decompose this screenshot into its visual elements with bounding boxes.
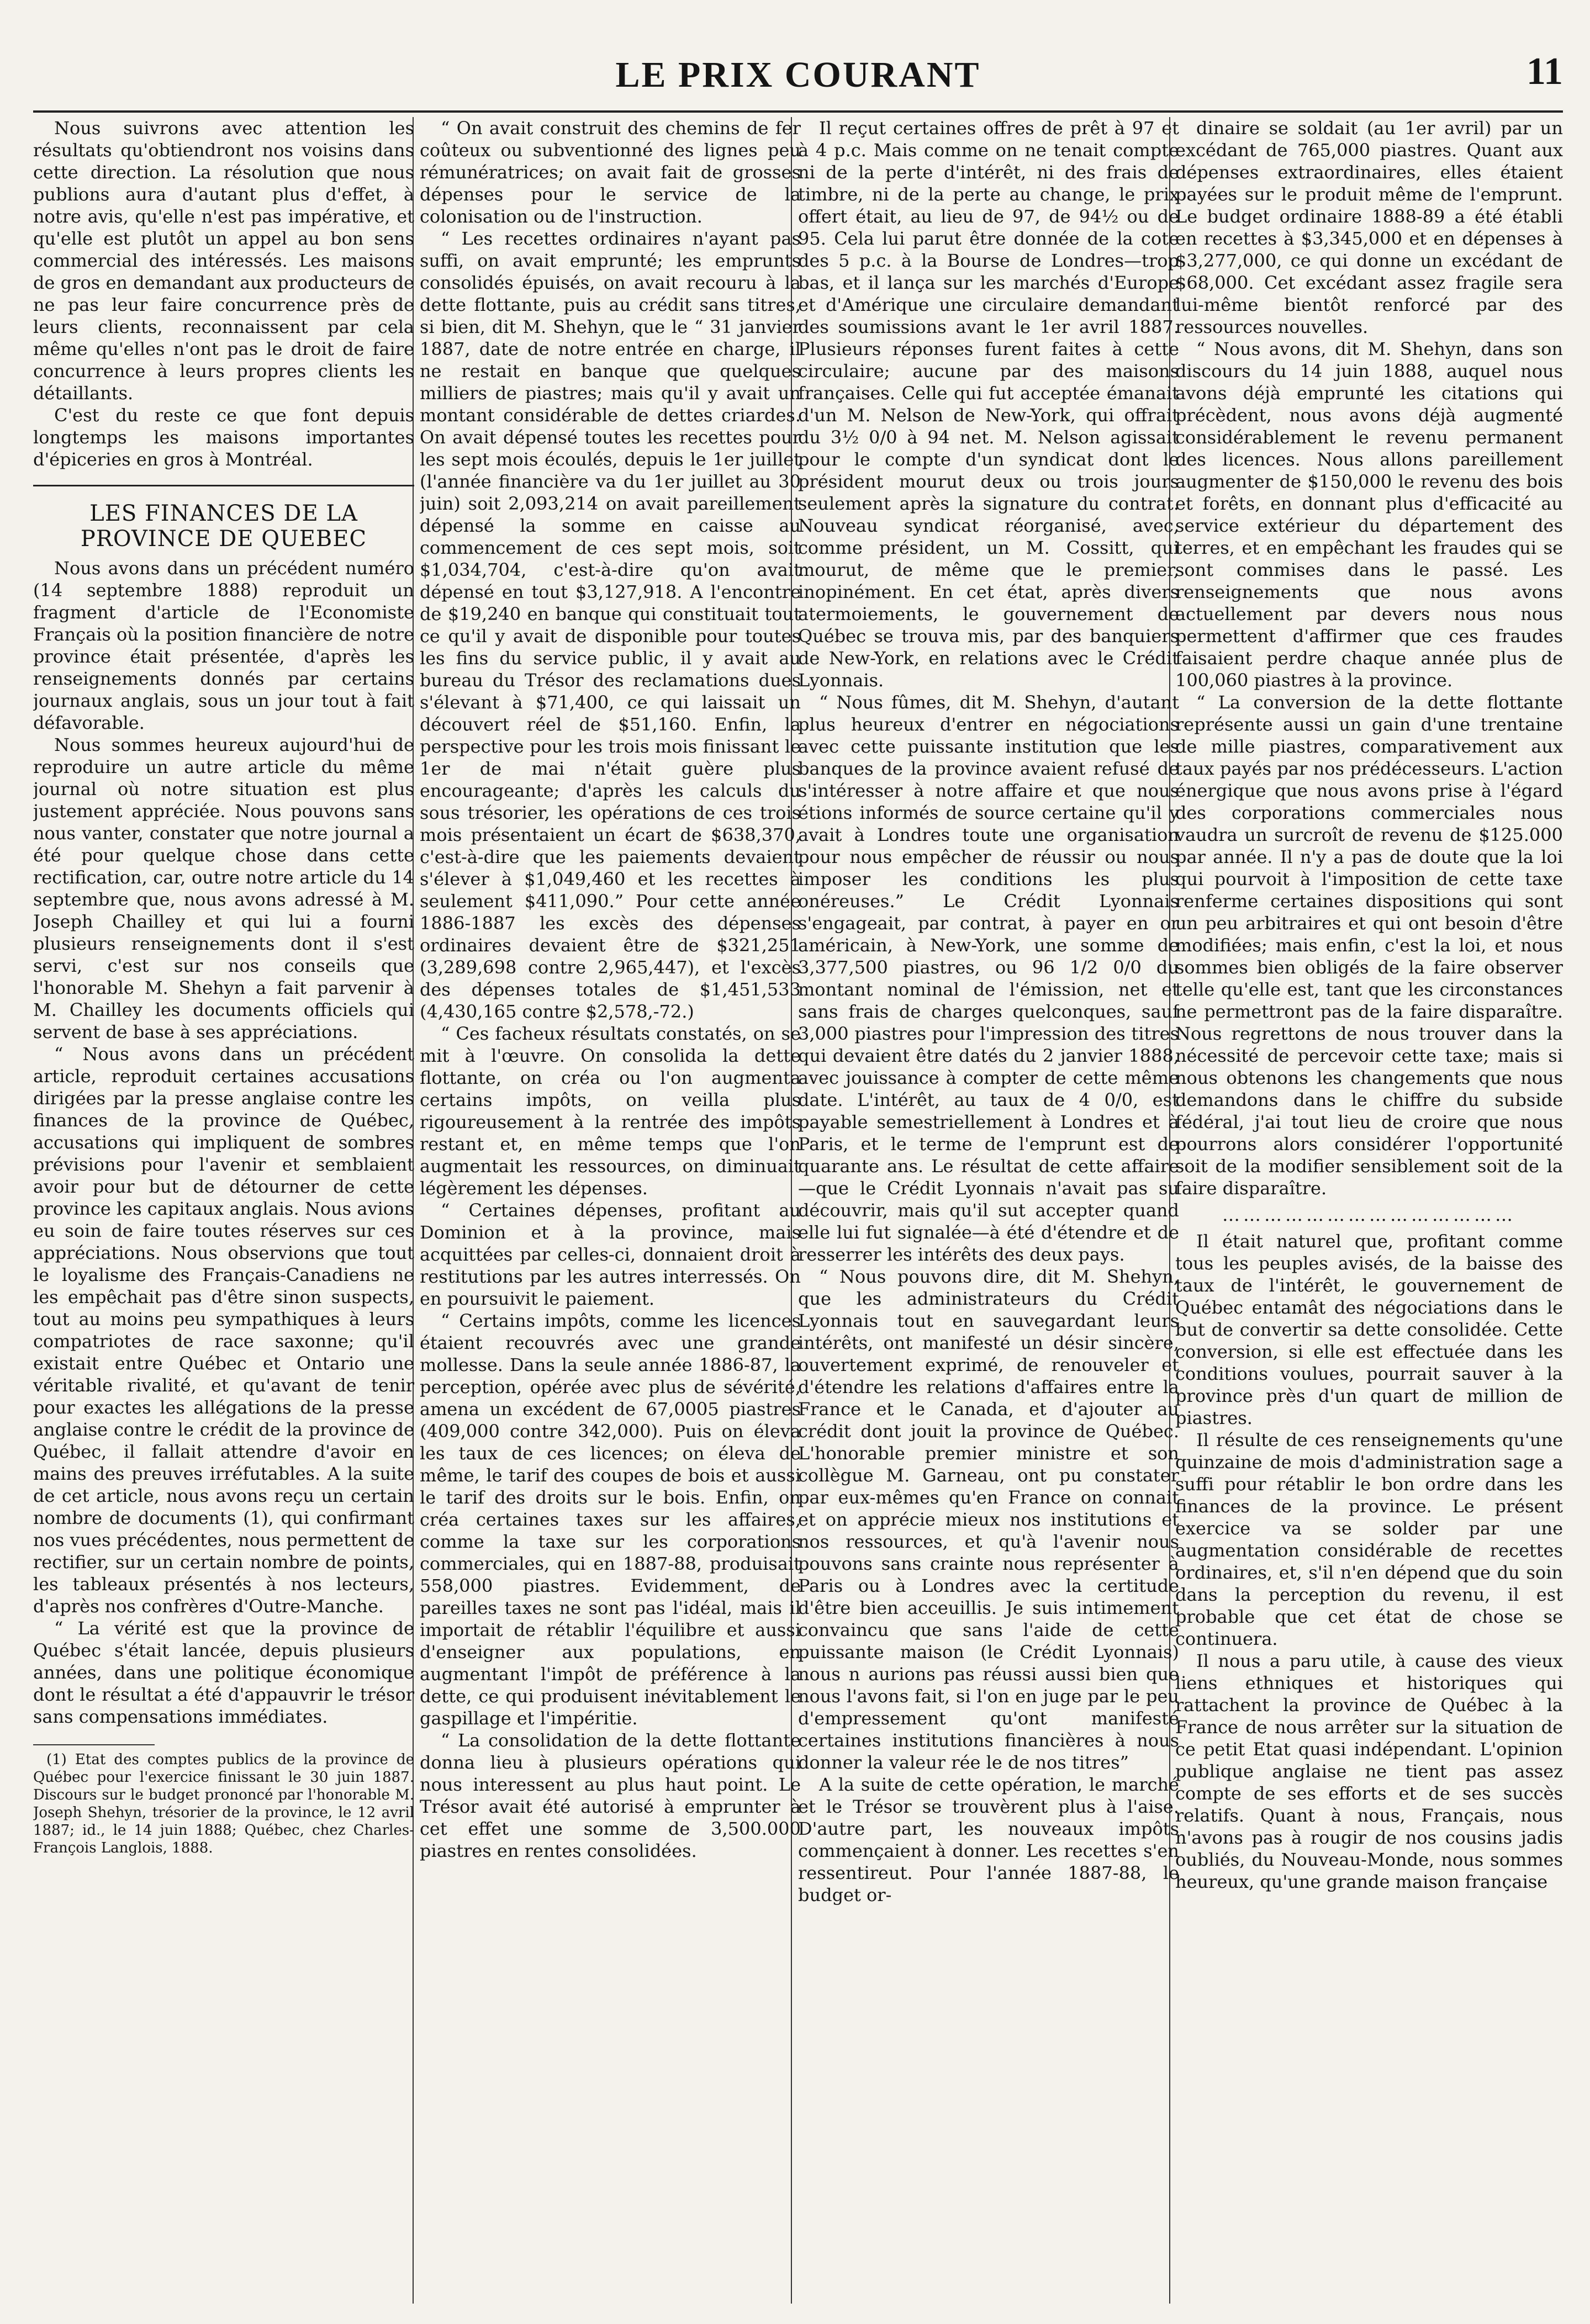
paragraph: “ Les recettes ordinaires n'ayant pas suffi, on avait emprunté; les emprunts consolidés épuisés, on avait recouru à la dette flottante, puis au crédit sans titres, si bien, dit M. Shehyn, que le “ 31 janvier 1887, date de notre entrée en charge, il ne restait en banque que quelques milliers de piastres; mais qu'il y avait un montant considérable de dettes criardes. On avait dépensé toutes les recettes pour les sept mois écoulés, depuis le 1er juillet (l'année financière va du 1er juillet au 30 juin) soit 2,093,214 on avait pareillement dépensé la somme en caisse au commencement de ces sept mois, soit $1,034,704, c'est-à-dire qu'on avait dépensé en tout $3,127,918. A l'encontre de $19,240 en banque qui constituait tout ce qu'il y avait de disponible pour toutes les fins du service public, il y avait au bureau du Trésor des reclamations dues s'élevant à $71,400, ce qui laissait un découvert réel de $51,160. Enfin, la perspective pour les trois mois finissant le 1er de mai n'était guère plus encourageante; d'après les calculs du sous trésorier, les opérations de ces trois mois présentaient un écart de $638,370, c'est-à-dire que les paiements devaient s'élever à $1,049,460 et les recettes à seulement $411,090.” Pour cette année 1886-1887 les excès des dépenses ordinaires devaient être de $321,251 (3,289,698 contre 2,965,447), et l'excès des dépenses totales de $1,451,533 (4,430,165 contre $2,578,-72.) [420, 228, 801, 1022]
paragraph: “ Nous avons dans un précédent article, reproduit certaines accusations dirigées par la presse anglaise contre les finances de la province de Québec, accusations qui impliquent de sombres prévisions pour l'avenir et semblaient avoir pour but de détourner de cette province les capitaux anglais. Nous avions eu soin de faire toutes réserves sur ces appréciations. Nous observions que tout le loyalisme des Français-Canadiens ne les empêchait pas d'être sinon suspects, tout au moins peu sympathiques à leurs compatriotes de race saxonne; qu'il existait entre Québec et Ontario une véritable rivalité, et qu'avant de tenir pour exactes les allégations de la presse anglaise contre le crédit de la province de Québec, il fallait attendre d'avoir en mains des preuves irréfutables. A la suite de cet article, nous avons reçu un certain nombre de documents (1), qui confirmant nos vues précédentes, nous permettent de rectifier, sur un certain nombre de points, les tableaux présentés à nos lecteurs, d'après nos confrères d'Outre-Manche. [33, 1044, 414, 1617]
paragraph: Nous suivrons avec attention les résultats qu'obtiendront nos voisins dans cette direction. La résolution que nous publions aura d'autant plus d'effet, à notre avis, qu'elle n'est pas impérative, et qu'elle est plutôt un appel au bon sens commercial des intéressés. Les maisons de gros en demandant aux producteurs de ne pas leur faire concurrence près de leurs clients, reconnaissent par cela même qu'elles n'ont pas le droit de faire concurrence à leurs propres clients les détaillants. [33, 118, 414, 404]
paragraph: “ La conversion de la dette flottante représente aussi un gain d'une trentaine de mille piastres, comparativement aux taux payés par nos prédécesseurs. L'action énergique que nous avons prise à l'égard des corporations commerciales nous vaudra un surcroît de revenu de $125.000 par année. Il n'y a pas de doute que la loi qui pourvoit à l'imposition de cette taxe renferme certaines dispositions qui sont un peu arbitraires et qui ont besoin d'être modifiées; mais enfin, c'est la loi, et nous sommes bien obligés de la faire observer telle qu'elle est, tant que les circonstances ne permettront pas de la faire disparaître. Nous regrettons de nous trouver dans la nécessité de percevoir cette taxe; mais si nous obtenons les changements que nous demandons dans le chiffre du subside fédéral, j'ai tout lieu de croire que nous pourrons alors considérer l'opportunité soit de la modifier sensiblement soit de la faire disparaître. [1175, 692, 1563, 1199]
paragraph: “ La consolidation de la dette flottante donna lieu à plusieurs opérations qui nous interessent au plus haut point. Le Trésor avait été autorisé à emprunter à cet effet une somme de 3,500.000 piastres en rentes consolidées. [420, 1730, 801, 1861]
paragraph: “ Nous avons, dit M. Shehyn, dans son discours du 14 juin 1888, auquel nous avons déjà emprunté les citations qui précèdent, nous avons déjà augmenté considérablement le revenu permanent des licences. Nous allons pareillement augmenter de $150,000 le revenu des bois et forêts, en donnant plus d'efficacité au service extérieur du département des terres, et en empêchant les fraudes qui se sont commises dans le passé. Les renseignements que nous avons actuellement par devers nous nous permettent d'affirmer que ces fraudes faisaient perdre chaque année plus de 100,060 piastres à la province. [1175, 338, 1563, 691]
paragraph: Nous avons dans un précédent numéro (14 septembre 1888) reproduit un fragment d'article de l'Economiste Français où la position financière de notre province était présentée, d'après les renseignements donnés par certains journaux anglais, sous un jour tout à fait défavorable. [33, 558, 414, 733]
footnote-divider [33, 1744, 155, 1745]
paragraph: “ La vérité est que la province de Québec s'était lancée, depuis plusieurs années, dans une politique économique dont le résultat a été d'appauvrir le trésor sans compensations immédiates. [33, 1618, 414, 1727]
section-title: LES FINANCES DE LA PROVINCE DE QUEBEC [33, 485, 414, 552]
paragraph: Nous sommes heureux aujourd'hui de reproduire un autre article du même journal où notre situation est plus justement appréciée. Nous pouvons sans nous vanter, constater que notre journal a été pour quelque chose dans cette rectification, car, outre notre article du 14 septembre que, nous avons adressé à M. Joseph Chailley et qui lui a fourni plusieurs renseignements dont il s'est servi, c'est sur nos conseils que l'honorable M. Shehyn a fait parvenir à M. Chailley les documents officiels qui servent de base à ses appréciations. [33, 734, 414, 1042]
column-2 [420, 117, 801, 2304]
paragraph: “ Certains impôts, comme les licences étaient recouvrés avec une grande mollesse. Dans la seule année 1886-87, la perception, opérée avec plus de sévérité, amena un excédent de 67,0005 piastres (409,000 contre 342,000). Puis on éleva les taux de ces licences; on éleva de même, le tarif des coupes de bois et aussi le tarif des droits sur le bois. Enfin, on créa certaines taxes sur les affaires, comme la taxe sur les corporations commerciales, qui en 1887-88, produisait 558,000 piastres. Evidemment, de pareilles taxes ne sont pas l'idéal, mais il importait de rétablir l'équilibre et aussi d'enseigner aux populations, en augmentant l'impôt de préférence à la dette, ce qui produisent inévitablement le gaspillage et l'impéritie. [420, 1310, 801, 1729]
paragraph: “ Certaines dépenses, profitant au Dominion et à la province, mais acquittées par celles-ci, donnaient droit à restitutions par les autres interressés. On en poursuivit le paiement. [420, 1200, 801, 1309]
paragraph: “ On avait construit des chemins de fer coûteux ou subventionné des lignes peu rémunératrices; on avait fait de grosses dépenses pour le service de la colonisation ou de l'instruction. [420, 118, 801, 227]
page-number: 11 [1526, 50, 1563, 93]
paragraph: Il reçut certaines offres de prêt à 97 et à 4 p.c. Mais comme on ne tenait compte ni de la perte d'intérêt, ni des frais de timbre, ni de la perte au change, le prix offert était, au lieu de 97, de 94½ ou de 95. Cela lui parut être donnée de la cote des 5 p.c. à la Bourse de Londres—trop bas, et il lança sur les marchés d'Europe et d'Amérique une circulaire demandant des soumissions avant le 1er avril 1887. Plusieurs réponses furent faites à cette circulaire; aucune par des maisons françaises. Celle qui fut acceptée émanait d'un M. Nelson de New-York, qui offrait du 3½ 0/0 à 94 net. M. Nelson agissait pour le compte d'un syndicat dont le président mourut deux ou trois jours seulement après la signature du contrat. Nouveau syndicat réorganisé, avec, comme président, un M. Cossitt, qui mourut, de même que le premier, inopinément. En cet état, après divers atermoiements, le gouvernement de Québec se trouva mis, par des banquiers de New-York, en relations avec le Crédit Lyonnais. [798, 118, 1179, 691]
paragraph: “ Nous fûmes, dit M. Shehyn, d'autant plus heureux d'entrer en négociations avec cette puissante institution que les banques de la province avaient refusé de s'intéresser à notre affaire et que nous étions informés de source certaine qu'il y avait à Londres toute une organisation pour nous empêcher de réussir ou nous imposer les conditions les plus onéreuses.” Le Crédit Lyonnais s'engageait, par contrat, à payer en or américain, à New-York, une somme de 3,377,500 piastres, ou 96 1/2 0/0 du montant nominal de l'émission, net et sans frais de charges quelconques, sauf 3,000 piastres pour l'impression des titres qui devaient être datés du 2 janvier 1888, avec jouissance à compter de cette même date. L'intérêt, au taux de 4 0/0, est payable semestriellement à Londres et à Paris, et le terme de l'emprunt est de quarante ans. Le résultat de cette affaire—que le Crédit Lyonnais n'avait pas su découvrir, mais qu'il sut accepter quand elle lui fut signalée—à été d'étendre et de resserrer les intérêts des deux pays. [798, 692, 1179, 1265]
ellipsis-separator: …………………………………… [1222, 1204, 1516, 1225]
paragraph: dinaire se soldait (au 1er avril) par un excédant de 765,000 piastres. Quant aux dépenses extraordinaires, elles étaient payées sur le produit même de l'emprunt. Le budget ordinaire 1888-89 a été établi en recettes à $3,345,000 et en dépenses à $3,277,000, ce qui donne un excédant de $68,000. Cet excédant assez fragile sera lui-même bientôt renforcé par des ressources nouvelles. [1175, 118, 1563, 337]
paragraph: C'est du reste ce que font depuis longtemps les maisons importantes d'épiceries en gros à Montréal. [33, 405, 414, 470]
paragraph: Il nous a paru utile, à cause des vieux liens ethniques et historiques qui rattachent la province de Québec à la France de nous arrêter sur la situation de ce petit Etat quasi indépendant. L'opinion publique anglaise ne tient pas assez compte de ses efforts et de ses succès relatifs. Quant à nous, Français, nous n'avons pas à rougir de nos cousins jadis oubliés, du Nouveau-Monde, nous sommes heureux, qu'une grande maison française [1175, 1650, 1563, 1892]
paragraph: Il était naturel que, profitant comme tous les peuples avisés, de la baisse des taux de l'intérêt, le gouvernement de Québec entamât des négociations dans le but de convertir sa dette consolidée. Cette conversion, si elle est effectuée dans les conditions voulues, pourrait sauver à la province près d'un quart de million de piastres. [1175, 1231, 1563, 1428]
column-3 [798, 117, 1179, 2304]
column-4 [1175, 117, 1563, 2304]
paragraph: “ Nous pouvons dire, dit M. Shehyn, que les administrateurs du Crédit Lyonnais tout en sauvegardant leurs intérêts, ont manifesté un désir sincère, ouvertement exprimé, de renouveler et d'étendre les relations d'affaires entre la France et le Canada, et d'ajouter au crédit dont jouit la province de Québec. L'honorable premier ministre et son collègue M. Garneau, ont pu constater par eux-mêmes qu'en France on connait et on apprécie mieux nos institutions et nos ressources, et qu'à l'avenir nous pouvons sans crainte nous représenter à Paris ou à Londres avec la certitude d'être bien acceuillis. Je suis intimement convaincu que sans l'aide de cette puissante maison (le Crédit Lyonnais) nous n aurions pas réussi aussi bien que nous l'avons fait, si l'on en juge par le peu d'empressement qu'ont manifesté certaines institutions financières à nous donner la valeur rée le de nos titres” [798, 1266, 1179, 1773]
page-header [33, 33, 1563, 113]
footnote: (1) Etat des comptes publics de la province de Québec pour l'exercice finissant le 30 juin 1887. Discours sur le budget prononcé par l'honorable M. Joseph Shehyn, trésorier de la province, le 12 avril 1887; id., le 14 juin 1888; Québec, chez Charles-François Langlois, 1888. [33, 1751, 414, 1856]
paragraph: “ Ces facheux résultats constatés, on se mit à l'œuvre. On consolida la dette flottante, on créa ou l'on augmenta certains impôts, on veilla plus rigoureusement à la rentrée des impôts restant et, en même temps que l'on augmentait les ressources, on diminuait légèrement les dépenses. [420, 1023, 801, 1199]
page-title: LE PRIX COURANT [615, 55, 981, 95]
column-1 [33, 117, 414, 2304]
paragraph: Il résulte de ces renseignements qu'une quinzaine de mois d'administration sage a suffi pour rétablir le bon ordre dans les finances de la province. Le présent exercice va se solder par une augmentation considérable de recettes ordinaires, et, s'il n'en dépend que du soin dans la perception du revenu, il est probable que cet état de chose se continuera. [1175, 1430, 1563, 1649]
paragraph: A la suite de cette opération, le marché et le Trésor se trouvèrent plus à l'aise. D'autre part, les nouveaux impôts commençaient à donner. Les recettes s'en ressentireut. Pour l'année 1887-88, le budget or- [798, 1774, 1179, 1905]
